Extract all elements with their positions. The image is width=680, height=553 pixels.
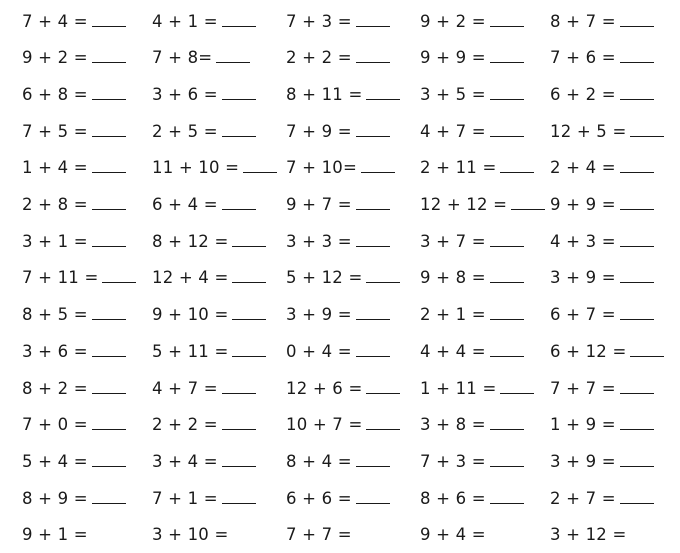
problem-text: 7 + 1 =: [152, 488, 218, 508]
answer-blank[interactable]: [490, 50, 524, 63]
answer-blank[interactable]: [92, 197, 126, 210]
problem-row: [0, 76, 680, 112]
problem-text: 12 + 4 =: [152, 268, 229, 288]
problem-text: 7 + 7 =: [550, 378, 616, 398]
problem-text: 9 + 4 =: [420, 525, 486, 545]
answer-blank[interactable]: [620, 381, 654, 394]
answer-blank[interactable]: [356, 197, 390, 210]
answer-blank[interactable]: [92, 234, 126, 247]
addition-problem: [420, 443, 550, 479]
problem-text: 4 + 1 =: [152, 11, 218, 31]
answer-blank[interactable]: [232, 344, 266, 357]
problem-text: 7 + 9 =: [286, 121, 352, 141]
addition-problem: [420, 150, 550, 186]
problem-text: 4 + 7 =: [420, 121, 486, 141]
addition-problem: [152, 187, 282, 223]
answer-blank[interactable]: [490, 234, 524, 247]
answer-blank[interactable]: [620, 270, 654, 283]
problem-text: 9 + 8 =: [420, 268, 486, 288]
problem-text: 8 + 6 =: [420, 488, 486, 508]
problem-text: 3 + 6 =: [22, 341, 88, 361]
problem-text: 12 + 6 =: [286, 378, 363, 398]
problem-text: 10 + 7 =: [286, 415, 363, 435]
addition-problem: [286, 187, 416, 223]
problem-text: 3 + 3 =: [286, 231, 352, 251]
answer-blank[interactable]: [222, 124, 256, 137]
addition-problem: [550, 517, 680, 553]
answer-blank[interactable]: [92, 491, 126, 504]
problem-text: 9 + 2 =: [22, 48, 88, 68]
answer-blank[interactable]: [620, 197, 654, 210]
answer-blank[interactable]: [92, 50, 126, 63]
answer-blank[interactable]: [620, 417, 654, 430]
problem-text: 3 + 5 =: [420, 84, 486, 104]
answer-blank[interactable]: [500, 381, 534, 394]
addition-problem: [152, 333, 282, 369]
addition-problem: [152, 443, 282, 479]
problem-text: 1 + 9 =: [550, 415, 616, 435]
addition-problem: [22, 40, 152, 76]
answer-blank[interactable]: [356, 14, 390, 27]
problem-text: 2 + 7 =: [550, 488, 616, 508]
addition-problem: [22, 223, 152, 259]
addition-problem: [152, 260, 282, 296]
problem-text: 9 + 7 =: [286, 195, 352, 214]
problem-text: 3 + 7 =: [420, 231, 486, 251]
answer-blank[interactable]: [620, 234, 654, 247]
problem-text: 7 + 3 =: [420, 451, 486, 471]
addition-problem: [286, 333, 416, 369]
addition-problem: [286, 407, 416, 443]
addition-problem: [550, 187, 680, 223]
addition-problem: [420, 370, 550, 406]
problem-text: 5 + 11 =: [152, 341, 229, 361]
addition-problem: [22, 187, 152, 223]
problem-text: 12 + 12 =: [420, 195, 508, 214]
answer-blank[interactable]: [361, 160, 395, 173]
problem-row: [0, 150, 680, 186]
answer-blank[interactable]: [356, 50, 390, 63]
problem-text: 2 + 5 =: [152, 121, 218, 141]
addition-problem: [152, 3, 282, 39]
problem-row: [0, 223, 680, 259]
addition-problem: [420, 480, 550, 516]
problem-row: [0, 517, 680, 553]
problem-text: 8 + 5 =: [22, 305, 88, 325]
answer-blank[interactable]: [620, 160, 654, 173]
answer-blank[interactable]: [92, 381, 126, 394]
answer-blank[interactable]: [356, 344, 390, 357]
answer-blank[interactable]: [222, 197, 256, 210]
answer-blank[interactable]: [222, 491, 256, 504]
answer-blank[interactable]: [356, 491, 390, 504]
addition-problem: [286, 76, 416, 112]
addition-problem: [550, 443, 680, 479]
addition-problem: [286, 113, 416, 149]
addition-problem: [152, 297, 282, 333]
problem-text: 4 + 7 =: [152, 378, 218, 398]
problem-row: [0, 407, 680, 443]
addition-problem: [550, 3, 680, 39]
answer-blank[interactable]: [620, 491, 654, 504]
addition-problem: [286, 223, 416, 259]
addition-problem: [550, 76, 680, 112]
answer-blank[interactable]: [356, 454, 390, 467]
addition-problem: [152, 223, 282, 259]
answer-blank[interactable]: [490, 270, 524, 283]
addition-problem: [420, 3, 550, 39]
problem-text: 2 + 4 =: [550, 158, 616, 178]
answer-blank[interactable]: [620, 14, 654, 27]
problem-text: 2 + 8 =: [22, 195, 88, 214]
addition-problem: [550, 40, 680, 76]
answer-blank[interactable]: [490, 14, 524, 27]
addition-problem: [22, 407, 152, 443]
answer-blank[interactable]: [92, 14, 126, 27]
addition-problem: [286, 40, 416, 76]
addition-problem: [152, 76, 282, 112]
addition-problem: [550, 333, 680, 369]
addition-problem: [286, 260, 416, 296]
answer-blank[interactable]: [490, 124, 524, 137]
problem-text: 8 + 12 =: [152, 231, 229, 251]
answer-blank[interactable]: [92, 454, 126, 467]
answer-blank[interactable]: [490, 307, 524, 320]
problem-text: 3 + 9 =: [550, 451, 616, 471]
answer-blank[interactable]: [216, 50, 250, 63]
addition-problem: [420, 76, 550, 112]
problem-text: 1 + 4 =: [22, 158, 88, 178]
problem-text: 3 + 8 =: [420, 415, 486, 435]
answer-blank[interactable]: [366, 417, 400, 430]
addition-problem: [152, 480, 282, 516]
problem-text: 9 + 9 =: [420, 48, 486, 68]
answer-blank[interactable]: [356, 307, 390, 320]
problem-text: 7 + 6 =: [550, 48, 616, 68]
addition-problem: [22, 443, 152, 479]
addition-problem: [152, 113, 282, 149]
problem-text: 3 + 9 =: [286, 305, 352, 325]
addition-problem: [420, 40, 550, 76]
problem-text: 12 + 5 =: [550, 121, 627, 141]
addition-problem: [286, 370, 416, 406]
addition-problem: [22, 333, 152, 369]
addition-problem: [286, 297, 416, 333]
addition-problem: [286, 517, 416, 553]
answer-blank[interactable]: [102, 270, 136, 283]
addition-problem: [550, 480, 680, 516]
answer-blank[interactable]: [356, 234, 390, 247]
problem-text: 4 + 3 =: [550, 231, 616, 251]
problem-text: 1 + 11 =: [420, 378, 497, 398]
addition-problem: [550, 150, 680, 186]
problem-text: 2 + 1 =: [420, 305, 486, 325]
answer-blank[interactable]: [490, 344, 524, 357]
problem-text: 3 + 9 =: [550, 268, 616, 288]
answer-blank[interactable]: [490, 491, 524, 504]
answer-blank[interactable]: [356, 124, 390, 137]
problem-row: [0, 3, 680, 39]
answer-blank[interactable]: [490, 87, 524, 100]
addition-problem: [550, 113, 680, 149]
problem-text: 5 + 4 =: [22, 451, 88, 471]
problem-text: 7 + 4 =: [22, 11, 88, 31]
answer-blank[interactable]: [366, 381, 400, 394]
addition-problem: [152, 407, 282, 443]
addition-problem: [420, 260, 550, 296]
answer-blank[interactable]: [620, 454, 654, 467]
problem-row: [0, 187, 680, 223]
problem-text: 7 + 7 =: [286, 525, 352, 545]
problem-text: 6 + 7 =: [550, 305, 616, 325]
answer-blank[interactable]: [92, 87, 126, 100]
problem-text: 3 + 10 =: [152, 525, 229, 545]
answer-blank[interactable]: [92, 160, 126, 173]
problem-text: 0 + 4 =: [286, 341, 352, 361]
problem-text: 7 + 10=: [286, 158, 358, 178]
problem-text: 7 + 8=: [152, 48, 213, 68]
problem-text: 9 + 9 =: [550, 195, 616, 214]
addition-problem: [22, 297, 152, 333]
problem-text: 2 + 2 =: [152, 415, 218, 435]
addition-problem: [152, 517, 282, 553]
answer-blank[interactable]: [222, 381, 256, 394]
answer-blank[interactable]: [620, 307, 654, 320]
addition-problem: [420, 333, 550, 369]
addition-problem: [420, 113, 550, 149]
addition-problem: [550, 407, 680, 443]
problem-text: 9 + 10 =: [152, 305, 229, 325]
answer-blank[interactable]: [243, 160, 277, 173]
answer-blank[interactable]: [222, 14, 256, 27]
answer-blank[interactable]: [500, 160, 534, 173]
addition-problem: [22, 150, 152, 186]
problem-text: 7 + 11 =: [22, 268, 99, 288]
addition-problem: [286, 480, 416, 516]
problem-text: 6 + 8 =: [22, 84, 88, 104]
addition-problem: [22, 76, 152, 112]
problem-row: [0, 260, 680, 296]
addition-problem: [420, 517, 550, 553]
addition-problem: [22, 480, 152, 516]
addition-problem: [550, 260, 680, 296]
answer-blank[interactable]: [222, 417, 256, 430]
problem-text: 6 + 2 =: [550, 84, 616, 104]
answer-blank[interactable]: [232, 270, 266, 283]
problem-text: 7 + 5 =: [22, 121, 88, 141]
problem-text: 4 + 4 =: [420, 341, 486, 361]
addition-problem: [420, 223, 550, 259]
addition-problem: [550, 297, 680, 333]
problem-row: [0, 113, 680, 149]
addition-problem: [550, 370, 680, 406]
problem-text: 8 + 7 =: [550, 11, 616, 31]
addition-problem: [22, 517, 152, 553]
addition-problem: [22, 370, 152, 406]
problem-text: 9 + 1 =: [22, 525, 88, 545]
addition-problem: [420, 187, 550, 223]
answer-blank[interactable]: [490, 454, 524, 467]
problem-text: 7 + 3 =: [286, 11, 352, 31]
problem-row: [0, 443, 680, 479]
problem-text: 2 + 11 =: [420, 158, 497, 178]
problem-text: 11 + 10 =: [152, 158, 240, 178]
problem-row: [0, 333, 680, 369]
answer-blank[interactable]: [222, 454, 256, 467]
answer-blank[interactable]: [511, 197, 545, 210]
problem-text: 7 + 0 =: [22, 415, 88, 435]
addition-problem: [22, 113, 152, 149]
answer-blank[interactable]: [366, 87, 400, 100]
addition-problem: [286, 3, 416, 39]
addition-problem: [152, 370, 282, 406]
problem-text: 3 + 4 =: [152, 451, 218, 471]
answer-blank[interactable]: [232, 307, 266, 320]
addition-problem: [550, 223, 680, 259]
answer-blank[interactable]: [92, 124, 126, 137]
addition-problem: [152, 150, 282, 186]
addition-problem: [152, 40, 282, 76]
addition-problem: [420, 297, 550, 333]
addition-problem: [22, 260, 152, 296]
problem-text: 8 + 9 =: [22, 488, 88, 508]
problem-text: 5 + 12 =: [286, 268, 363, 288]
problem-text: 3 + 6 =: [152, 84, 218, 104]
answer-blank[interactable]: [630, 344, 664, 357]
problem-text: 8 + 2 =: [22, 378, 88, 398]
answer-blank[interactable]: [92, 307, 126, 320]
problem-text: 8 + 4 =: [286, 451, 352, 471]
problem-row: [0, 480, 680, 516]
answer-blank[interactable]: [92, 417, 126, 430]
problem-text: 8 + 11 =: [286, 84, 363, 104]
problem-row: [0, 370, 680, 406]
problem-text: 9 + 2 =: [420, 11, 486, 31]
problem-text: 6 + 4 =: [152, 195, 218, 214]
answer-blank[interactable]: [92, 344, 126, 357]
problem-text: 2 + 2 =: [286, 48, 352, 68]
problem-text: 3 + 1 =: [22, 231, 88, 251]
answer-blank[interactable]: [232, 234, 266, 247]
answer-blank[interactable]: [222, 87, 256, 100]
addition-problem: [420, 407, 550, 443]
answer-blank[interactable]: [620, 87, 654, 100]
addition-problem: [286, 443, 416, 479]
addition-problem: [286, 150, 416, 186]
problem-row: [0, 297, 680, 333]
answer-blank[interactable]: [490, 417, 524, 430]
answer-blank[interactable]: [630, 124, 664, 137]
addition-problem: [22, 3, 152, 39]
problem-text: 6 + 6 =: [286, 488, 352, 508]
problem-row: [0, 40, 680, 76]
answer-blank[interactable]: [366, 270, 400, 283]
problem-text: 3 + 12 =: [550, 525, 627, 545]
problem-text: 6 + 12 =: [550, 341, 627, 361]
answer-blank[interactable]: [620, 50, 654, 63]
